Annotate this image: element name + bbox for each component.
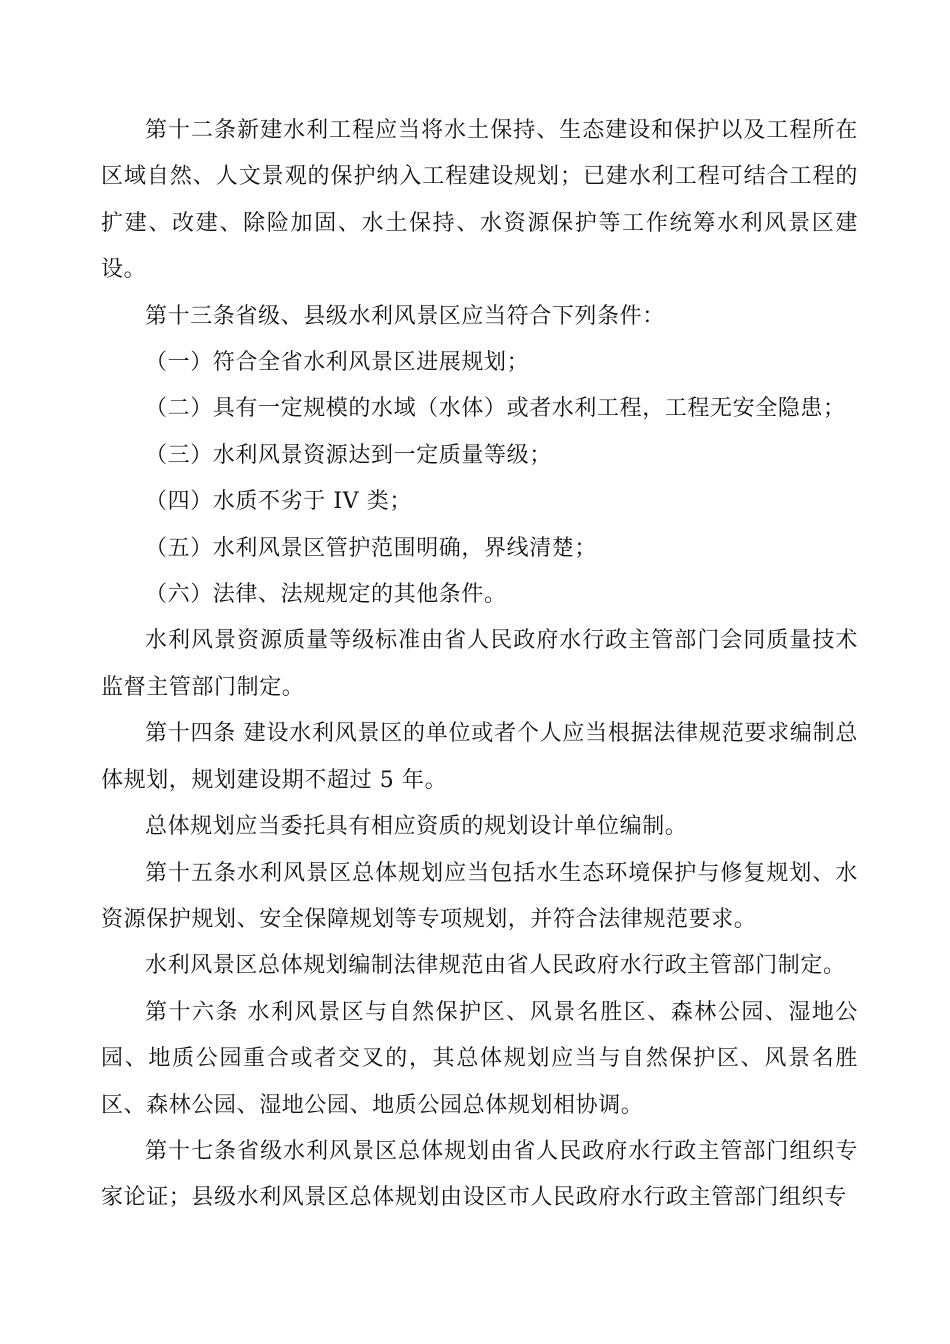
condition-item-4: （四）水质不劣于 IV 类；	[145, 489, 412, 515]
article-12-paragraph: 第十二条新建水利工程应当将水土保持、生态建设和保护以及工程所在区域自然、人文景观的保护纳入工程建设规划；已建水利工程可结合工程的扩建、改建、除险加固、水土保持、水资源保护等工作统筹水利风景区建设。	[101, 118, 858, 283]
article-14-paragraph: 第十四条 建设水利风景区的单位或者个人应当根据法律规范要求编制总体规划，规划建设期不超过 5 年。	[101, 721, 858, 793]
planning-norms-paragraph: 水利风景区总体规划编制法律规范由省人民政府水行政主管部门制定。	[145, 953, 846, 979]
article-15-paragraph: 第十五条水利风景区总体规划应当包括水生态环境保护与修复规划、水资源保护规划、安全保障规划等专项规划，并符合法律规范要求。	[101, 860, 858, 932]
condition-item-5: （五）水利风景区管护范围明确，界线清楚；	[145, 535, 598, 561]
condition-item-3: （三）水利风景资源达到一定质量等级；	[145, 442, 552, 468]
planning-commission-paragraph: 总体规划应当委托具有相应资质的规划设计单位编制。	[145, 814, 688, 840]
article-16-paragraph: 第十六条 水利风景区与自然保护区、风景名胜区、森林公园、湿地公园、地质公园重合或者交叉的，其总体规划应当与自然保护区、风景名胜区、森林公园、湿地公园、地质公园总体规划相协调。	[101, 999, 858, 1118]
condition-item-2: （二）具有一定规模的水域（水体）或者水利工程，工程无安全隐患；	[145, 396, 846, 422]
document-page	[101, 108, 858, 1222]
quality-standard-paragraph: 水利风景资源质量等级标准由省人民政府水行政主管部门会同质量技术监督主管部门制定。	[101, 628, 858, 700]
condition-item-6: （六）法律、法规规定的其他条件。	[145, 582, 507, 608]
article-13-paragraph: 第十三条省级、县级水利风景区应当符合下列条件：	[145, 303, 665, 329]
condition-item-1: （一）符合全省水利风景区进展规划；	[145, 350, 530, 376]
article-17-paragraph: 第十七条省级水利风景区总体规划由省人民政府水行政主管部门组织专家论证；县级水利风景区总体规划由设区市人民政府水行政主管部门组织专	[101, 1138, 858, 1211]
